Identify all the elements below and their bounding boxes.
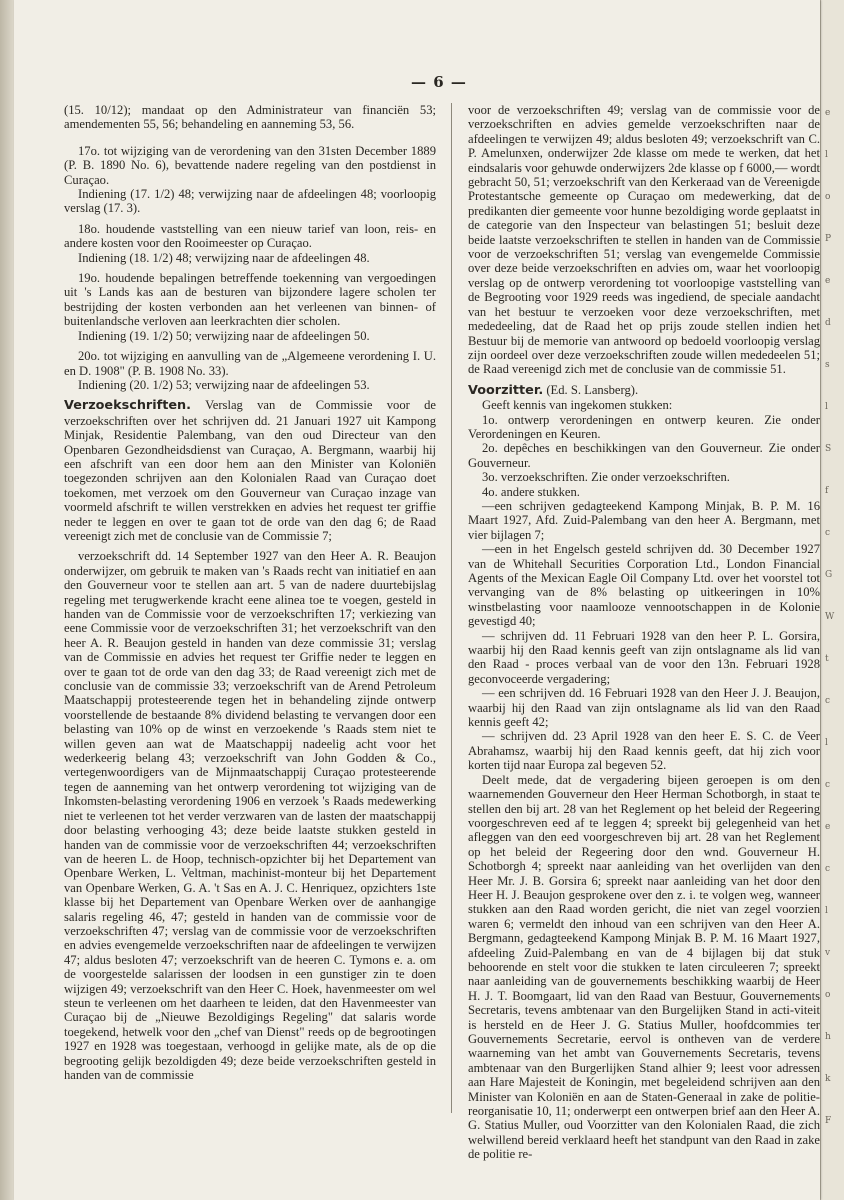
next-page-letter: l [825, 150, 828, 160]
next-page-letter: t [825, 654, 829, 664]
next-page-letter: o [825, 192, 831, 202]
paragraph-text: Indiening (17. 1/2) 48; verwijzing naar de afdeelingen 48; voorloopig verslag (17. 3). [64, 187, 436, 216]
next-page-letter: W [825, 612, 835, 622]
next-page-letter: l [825, 906, 828, 916]
list-item: — schrijven dd. 11 Februari 1928 van den heer P. L. Gorsira, waarbij hij den Raad kennis geeft van zijn ontslagname als lid van den Raad - proces verbaal van de voor den 13n. Februari 1928 geconvoceerde vergadering; [468, 628, 820, 686]
next-page-letter: F [825, 1116, 832, 1126]
heading-note: (Ed. S. Lansberg). [546, 382, 639, 397]
paragraph-text: Verslag van de Commissie voor de verzoekschriften over het schrijven dd. 21 Januari 1927 uit Kampong Minjak, Residentie Palembang, van den oud Directeur van den Openbaren Gezondheidsdienst van Curaçao, A. Bergmann, waarbij hij een afschrift van een door hem aan den Minister van Koloniën toegezonden schrijven aan den Kolonialen Raad van Curaçao doet toekomen, met verzoek om den Gouverneur van Curaçao inzage van voormeld afschrift te willen verstrekken en advies het request ter griffie neder te leggen en over te gaan tot de orde van den dag 6; de Raad vereenigt zich met de conclusie van de Commissie 7; [64, 398, 437, 543]
list-item: 4o. andere stukken. [482, 484, 580, 499]
paragraph-text: Deelt mede, dat de vergadering bijeen geroepen is om den waarnemenden Gouverneur den Heer Herman Schotborgh, in staat te stellen den bij art. 28 van het Reglement op het beleid der Regeering voorgeschreven eed af te leggen 4; spreekt bij gelegenheid van het afleggen van den eed voorgeschreven bij art. 28 van het Reglement op het beleid der Regeering door den wnd. Gouverneur H. Schotborgh 4; spreekt naar aanleiding van het overlijden van den Heer Mr. J. B. Gorsira 6; spreekt naar aanleiding van het door den Heer H. J. Beaujon gesprokene over den z. i. te volgen weg, wanneer stukken aan den Raad worden gericht, die niet van zegel voorzien waren 6; vermeldt den inhoud van een schrijven van den Heer A. Bergmann, gedagteekend Kampong Minjak B. P. M. 16 Maart 1927, afdeeling Zuid-Palembang en van de 4 bijlagen bij dat stuk behoorende en stelt voor die stukken te laten circuleeren 7; spreekt naar aanleiding van de gouvernements beschikking waarbij de Heer H. J. T. Boomgaart, lid van den Raad van Bestuur, Gouvernements Secretaris, tevens ambtenaar van den Burgelijken Stand in acti-viteit is hersteld en de Heer J. G. Statius Muller, hoofdcommies ter Gouvernements Secretarie, eervol is ontheven van de verdere waarneming van het ambt van Gouvernements Secretaris, tevens ambtenaar van den Burgerlijken Stand alhier 9; leest voor adressen aan Hare Majesteit de Koningin, met begeleidend schrijven aan den Minister van Koloniën en aan de Staten-Generaal in zake de politie-reorganisatie 10, 11; onderwerpt een ontwerpen brief aan den Heer A. G. Statius Muller, oud Voorzitter van den Kolonialen Raad, die zich welwillend bereid verklaard heeft het standpunt van den Raad in zake de politie re- [468, 772, 820, 1162]
list-item: — schrijven dd. 23 April 1928 van den heer E. S. C. de Veer Abrahamsz, waarbij hij den Raad kennis geeft, dat hij zich voor korten tijd naar Europa zal begeven 52. [468, 729, 820, 773]
list-item: 1o. ontwerp verordeningen en ontwerp keuren. Zie onder Verordeningen en Keuren. [468, 412, 820, 441]
next-page-letter: c [825, 528, 831, 538]
next-page-letter: c [825, 864, 831, 874]
paragraph [64, 271, 436, 343]
next-page-letter: c [825, 780, 831, 790]
paragraph-text: Indiening (19. 1/2) 50; verwijzing naar de afdeelingen 50. [78, 328, 370, 343]
next-page-letter: d [825, 318, 831, 328]
right-column [468, 103, 820, 1168]
page-number: — 6 — [411, 73, 467, 91]
next-page-letter: l [825, 738, 828, 748]
next-page-edge [820, 0, 844, 1200]
paragraph [64, 222, 436, 265]
next-page-letter: P [825, 234, 832, 244]
left-column [64, 103, 436, 1094]
list-item: — een schrijven dd. 16 Februari 1928 van den Heer J. J. Beaujon, waarbij hij den Raad van zijn ontslagname als lid van den Raad kennis geeft 42; [468, 686, 820, 730]
document-page [14, 0, 820, 1200]
paragraph [64, 349, 436, 392]
next-page-letter: e [825, 276, 831, 286]
paragraph-text: 18o. houdende vaststelling van een nieuw tarief van loon, reis- en andere kosten voor den Rooimeester op Curaçao. [64, 221, 436, 251]
paragraph-text: 20o. tot wijziging en aanvulling van de „Algemeene verordening I. U. en D. 1908" (P. B. 1908 No. 33). [64, 349, 436, 378]
list-item: 2o. depêches en beschikkingen van den Gouverneur. Zie onder Gouverneur. [468, 441, 820, 470]
section-heading: Voorzitter. [468, 382, 544, 398]
next-page-letter: s [825, 360, 830, 370]
list-item: Geeft kennis van ingekomen stukken: [482, 398, 673, 413]
paragraph [468, 383, 820, 1162]
paragraph: (15. 10/12); mandaat op den Administrateur van financiën 53; amendementen 55, 56; behandeling en aanneming 53, 56. [64, 103, 436, 132]
next-page-letter: h [825, 1032, 831, 1042]
next-page-letter: e [825, 822, 831, 832]
list-item: 3o. verzoekschriften. Zie onder verzoekschriften. [482, 470, 730, 485]
next-page-letter: f [825, 486, 829, 496]
next-page-letter: v [825, 948, 831, 958]
list-item: —een in het Engelsch gesteld schrijven dd. 30 December 1927 van de Whitehall Securities Corporation Ltd., London Financial Agents of the Mexican Eagle Oil Company Ltd. over het voorstel tot vervanging van de 8% belasting op uitkeeringen in 10% winstbelasting voor naamlooze vennootschappen in de Kolonie gevestigd 40; [468, 542, 820, 629]
next-page-letter: k [825, 1074, 831, 1084]
paragraph-text: Indiening (20. 1/2) 53; verwijzing naar de afdeelingen 53. [78, 377, 370, 392]
next-page-letter: G [825, 570, 833, 580]
paragraph [64, 398, 436, 543]
paragraph: voor de verzoekschriften 49; verslag van de commissie voor de verzoekschriften en advies gemelde verzoekschriften naar de afdeelingen te verwijzen 49; aldus besloten 49; verzoekschrift van C. P. Amelunxen, onderwijzer 2de klasse om mede te werken, dat het eindsalaris voor gehuwde onderwijzers 2de klasse op f 6000,— wordt gebracht 50, 51; verzoekschrift van den Kerkeraad van de Vereenigde Protestantsche gemeente op Curaçao om medewerking, dat de predikanten dier gemeente voor hunne bezoldiging worde geplaatst in de categorie van den Inspecteur van belastingen 51; besluit deze beide laatste verzoekschriften te stellen in handen van de Commissie voor de verzoekschriften 51; verslag van evengemelde Commissie over deze beide verzoekschriften en advies om, waar het voorloopig verslag op de ontwerp verordening tot voorloopige vaststelling van de Begrooting voor 1929 reeds was ingediend, de speciale aandacht van het bestuur te verzoeken voor deze verzoekschriften, met mededeeling, dat de Raad het op prijs zoude stellen indien het Bestuur bij de memorie van antwoord op bedoeld voorloopig verslag zijn oordeel over deze verzoekschriften zoude willen mededeelen 51; de Raad vereenigd zich met de conclusie van de commissie 51. [468, 103, 820, 377]
paragraph-text: 17o. tot wijziging van de verordening van den 31sten December 1889 (P. B. 1890 No. 6), bevattende nadere regeling van den postdienst in Curaçao. [64, 143, 436, 187]
book-binding [0, 0, 14, 1200]
next-page-letter: o [825, 990, 831, 1000]
next-page-letter: S [825, 444, 832, 454]
paragraph [64, 144, 436, 216]
next-page-letter: e [825, 108, 831, 118]
column-divider [451, 103, 452, 1113]
paragraph-text: Indiening (18. 1/2) 48; verwijzing naar de afdeelingen 48. [78, 250, 370, 265]
paragraph: verzoekschrift dd. 14 September 1927 van den Heer A. R. Beaujon onderwijzer, om gebruik te maken van 's Raads recht van initiatief en aan den Gouverneur voor te stellen aan art. 5 van de nadere duurtebijslag regeling met terugwerkende kracht eene alinea toe te voegen, gesteld in handen van de Commissie voor de verzoekschriften 17; verkiezing van eene Commissie voor de verzoekschriften 31; het verzoekschrift van den heer A. R. Beaujon gesteld in handen van deze commissie 31; verslag van de Commissie en advies het request ter Griffie neder te leggen en over te gaan tot de orde van den dag 33; de Raad vereenigt zich met de conclusie van de commissie 33; verzoekschrift van de Arend Petroleum Maatschappij protesteerende tegen het in behandeling zijnde ontwerp voorstellende de bestaande 8% dividend belasting te vervangen door een belasting van 10% op de winst en verzoekende 's Raads stem niet te willen geven aan wat de Maatschappij nadeelig acht voor het wederkeerig belang 43; verzoekschrift van John Godden & Co., vertegenwoordigers van de Mijnmaatschappij Curaçao protesteerende tegen de aanneming van het ontwerp verordening tot wijziging van de Inkomsten-belasting verordening 1906 en verzoek 's Raads medewerking niet te verleenen tot het verder verzwaren van de lasten der maatschappij door belasting verhooging 43; deze beide laatste stukken gesteld in handen van de commissie voor de verzoekschriften 44; verzoekschriften van de heeren L. de Hoop, technisch-opzichter bij het Departement van Openbare Werken, L. Veltman, machinist-monteur bij het Departement van Openbare Werken, G. A. 't Sas en A. J. C. Henriquez, opzichters 1ste klasse bij het Departement van Openbare Werken over de aanhangige salaris regeling 46, 47; gesteld in handen van de commissie voor de verzoekschriften 47; verslag van de commissie voor de verzoekschriften en advies evengemelde verzoekschriften naar de afdeelingen te verwijzen 47; aldus besloten 47; verzoekschrift van de heeren C. Tymons e. a. om de voorgestelde salarissen der loodsen in een gunstiger zin te doen wijzigen 49; verzoekschrift van den Heer C. Hoek, havenmeester om wel steun te verleenen om het daarheen te leiden, dat den Havenmeester van Curaçao bij de „Nieuwe Bezoldigings Regeling" dat salaris worde toegekend, hetwelk voor den „chef van Dienst" reeds op de begrootingen 1927 en 1928 was toegestaan, verhoogd in gelijke mate, als de op die begrooting gelijk bezoldigden 49; deze beide verzoekschriften gesteld in handen van de commissie [64, 549, 436, 1082]
next-page-letter: l [825, 402, 828, 412]
paragraph-text: 19o. houdende bepalingen betreffende toekenning van vergoedingen uit 's Lands kas aan de besturen van bijzondere lagere scholen ter bestrijding der kosten verbonden aan het verleenen van binnen- of buitenlandsche verloven aan leerkrachten dier scholen. [64, 271, 436, 329]
next-page-letter: c [825, 696, 831, 706]
section-heading: Verzoekschriften. [64, 398, 191, 414]
list-item: —een schrijven gedagteekend Kampong Minjak, B. P. M. 16 Maart 1927, Afd. Zuid-Palembang van den heer A. Bergmann, met vier bijlagen 7; [468, 498, 820, 542]
